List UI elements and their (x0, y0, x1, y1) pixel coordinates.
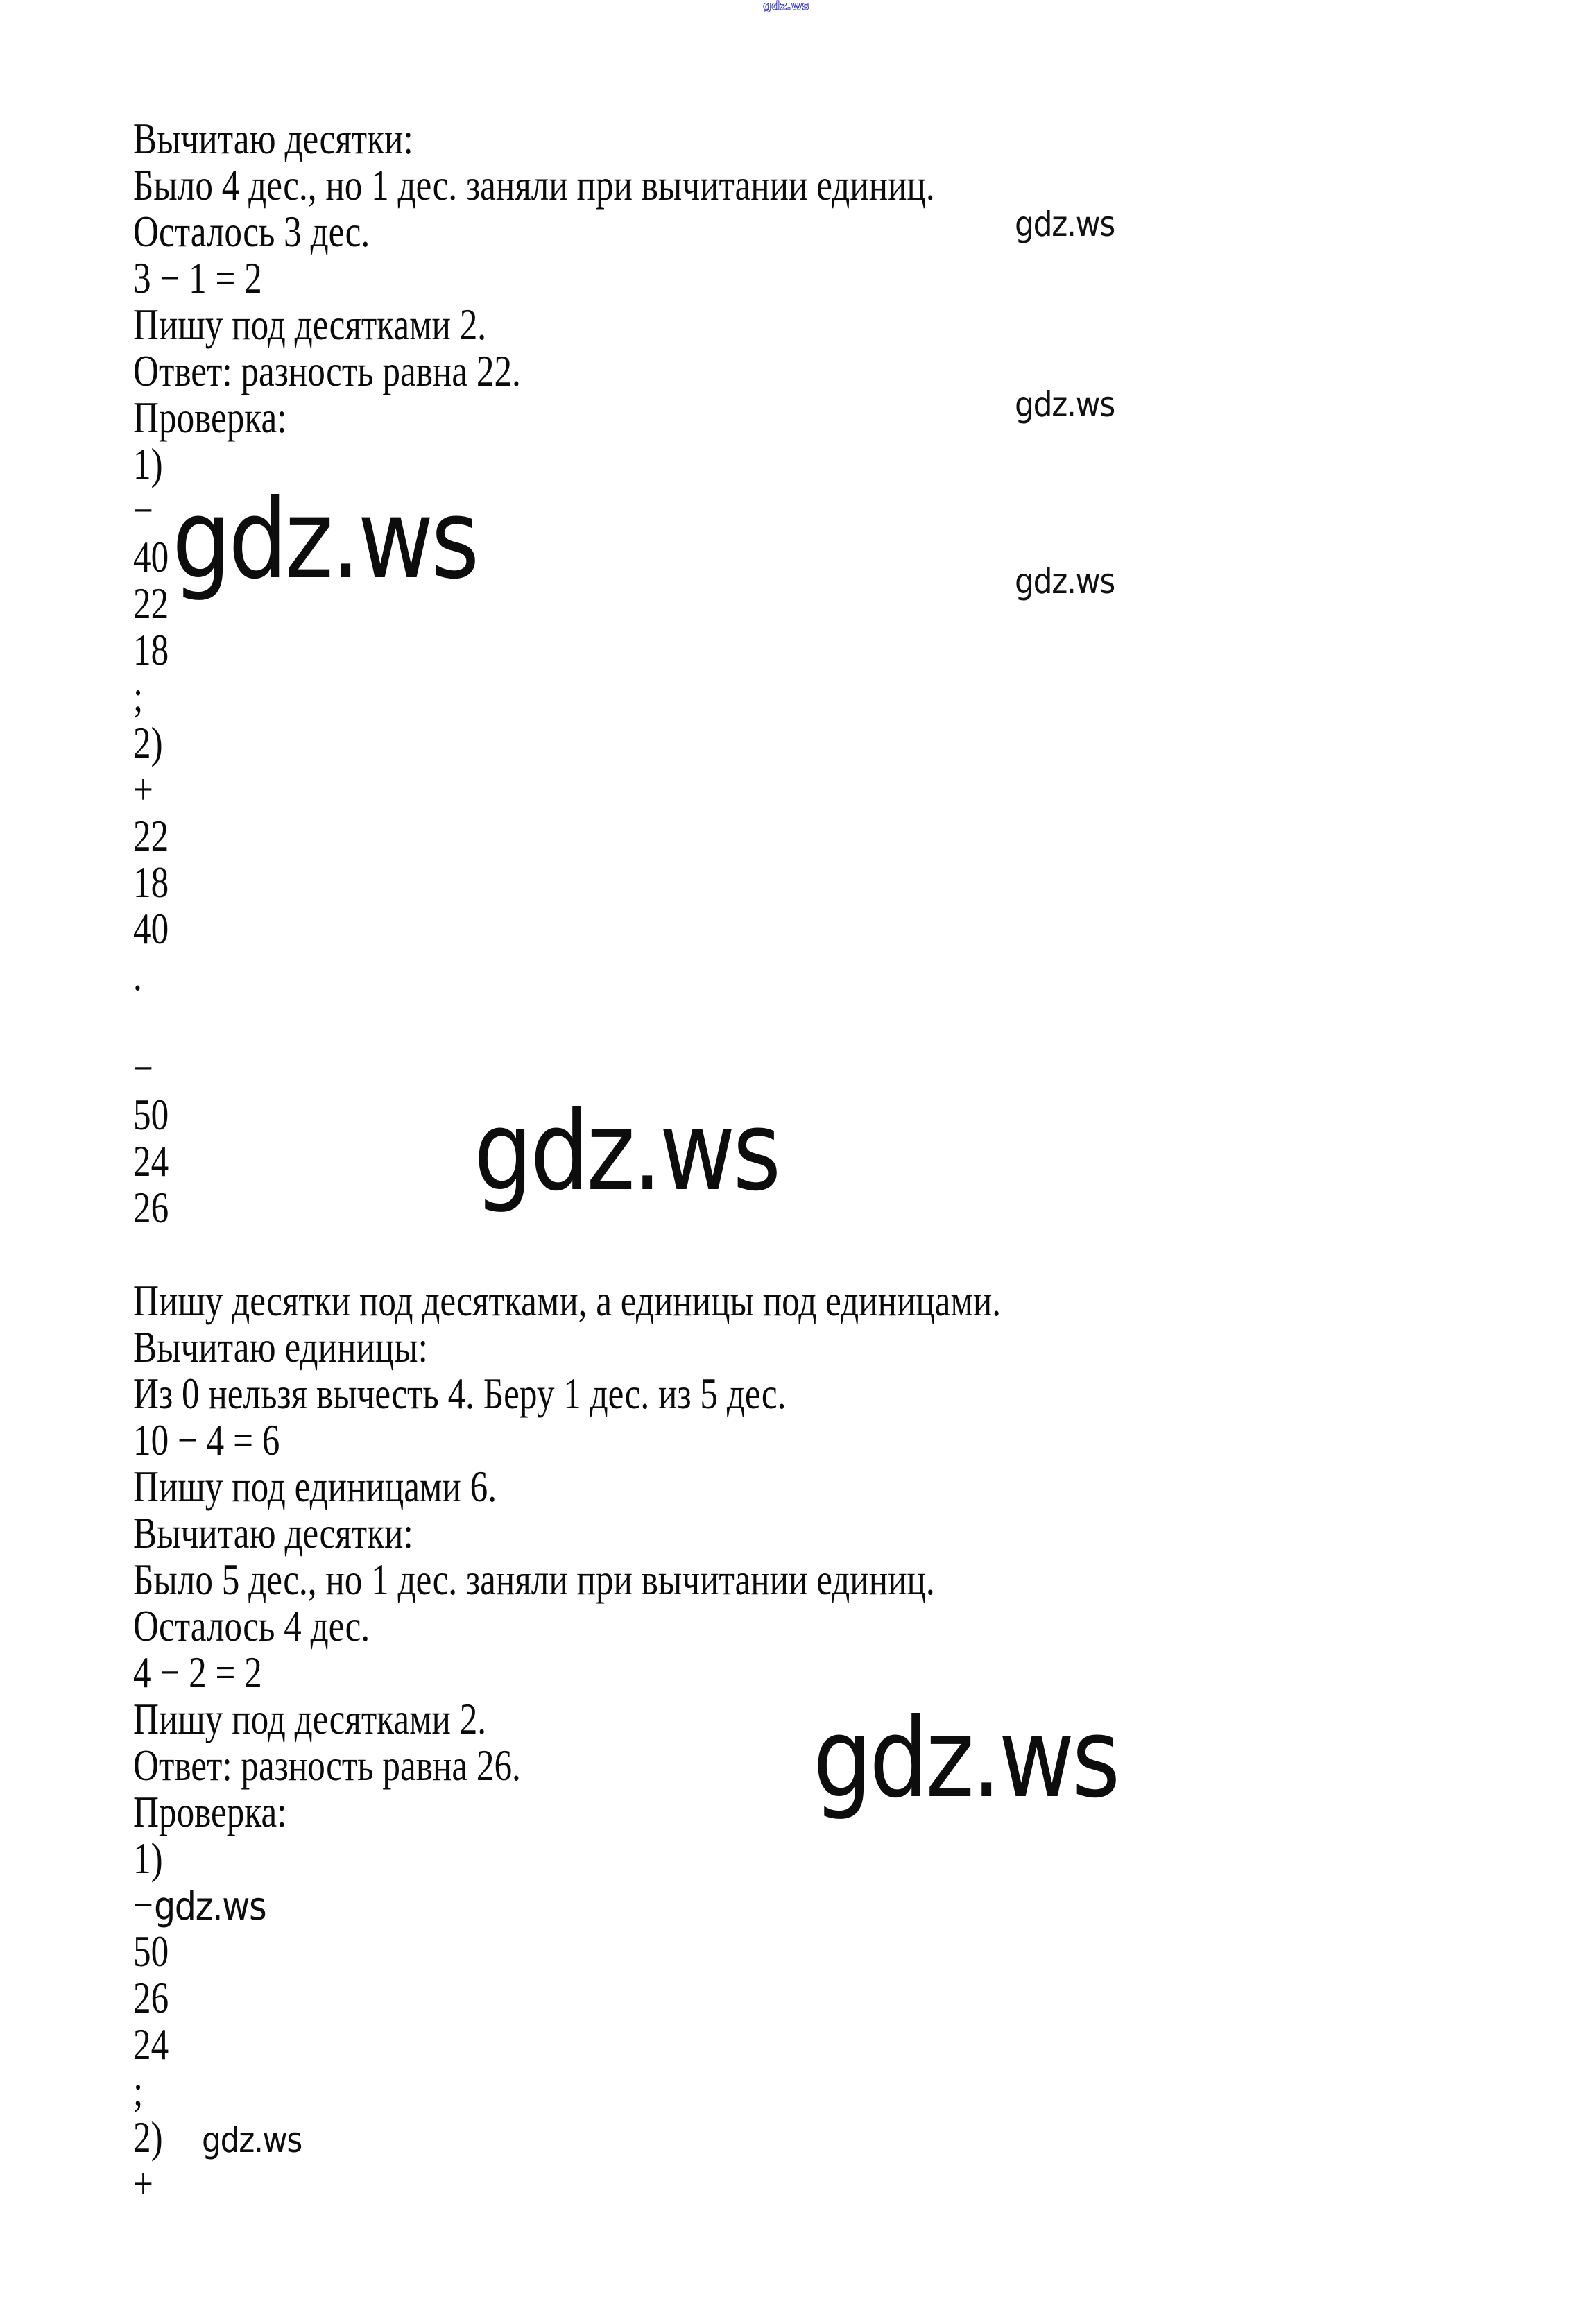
text-line (133, 1835, 170, 1881)
text-line (133, 1649, 294, 1695)
right-watermark-label: gdz.ws (1015, 384, 1115, 425)
text-line-content: Ответ: разность равна 26. (133, 1741, 521, 1790)
text-line (133, 952, 144, 998)
text-line (133, 301, 574, 348)
right-watermark-label: gdz.ws (1015, 561, 1115, 601)
text-line (133, 1603, 429, 1649)
text-line (133, 1742, 618, 1788)
text-line (133, 162, 1135, 208)
text-line-content: 1) (133, 439, 163, 488)
text-line (133, 115, 483, 162)
text-line (133, 487, 158, 533)
text-line-content: Проверка: (133, 393, 287, 442)
text-line-content: + (133, 2159, 153, 2208)
large-watermark: gdz.ws (474, 1088, 779, 1215)
text-line-content: 50 (133, 1090, 169, 1139)
text-line-content: 26 (133, 1973, 169, 2022)
text-line (133, 348, 618, 394)
text-line (133, 626, 178, 673)
text-line (133, 1510, 483, 1556)
text-line-content: Проверка: (133, 1787, 287, 1836)
text-line (133, 1695, 574, 1742)
text-line (133, 208, 429, 255)
text-line-content: Пишу десятки под десятками, а единицы под единицами. (133, 1276, 1002, 1325)
text-line (133, 1417, 316, 1463)
text-line-content: Из 0 нельзя вычесть 4. Беру 1 дес. из 5 дес. (133, 1369, 787, 1418)
text-line-content: ; (133, 2066, 144, 2115)
text-line-content: − (133, 486, 153, 535)
inline-watermark: gdz.ws (154, 1884, 266, 1929)
top-outline-watermark: gdz.ws (763, 0, 809, 13)
text-line-content: 24 (133, 2019, 169, 2069)
text-line (133, 2114, 316, 2160)
text-line (133, 1463, 587, 1510)
text-line (133, 1138, 178, 1184)
text-line-content: 2) (133, 718, 163, 767)
large-watermark: gdz.ws (172, 476, 477, 604)
text-line (133, 905, 178, 952)
inline-watermark: gdz.ws (202, 2120, 302, 2160)
text-line (133, 1184, 178, 1231)
text-line (133, 1928, 178, 1974)
text-line (133, 812, 178, 859)
text-line (133, 580, 178, 626)
text-line-content: 26 (133, 1183, 169, 1232)
text-line (133, 673, 146, 719)
text-line (133, 1370, 950, 1417)
text-line (133, 1091, 178, 1138)
text-line (133, 1277, 1218, 1324)
text-line-content: 3 − 1 = 2 (133, 253, 262, 302)
large-watermark: gdz.ws (813, 1695, 1118, 1822)
text-line (133, 2021, 178, 2067)
text-line-content: 24 (133, 1136, 169, 1186)
text-line-content: Вычитаю десятки: (133, 114, 413, 163)
right-watermark-label: gdz.ws (1015, 204, 1115, 244)
text-line-content: Осталось 3 дес. (133, 207, 370, 256)
text-line-content: 4 − 2 = 2 (133, 1648, 262, 1697)
text-line (133, 1974, 178, 2021)
text-line-content: 1) (133, 1834, 163, 1883)
text-line-content: 22 (133, 811, 169, 860)
text-line-content: 40 (133, 532, 169, 581)
text-line-content: 2) (133, 2112, 163, 2162)
text-line (133, 766, 158, 812)
text-line-content: Было 5 дес., но 1 дес. заняли при вычитании единиц. (133, 1555, 935, 1604)
text-line-content: Вычитаю единицы: (133, 1322, 428, 1372)
text-line (133, 859, 178, 905)
text-line (133, 1881, 281, 1928)
text-line (133, 441, 170, 487)
text-line-content: 40 (133, 904, 169, 953)
text-line (133, 394, 325, 441)
text-line-content: Ответ: разность равна 22. (133, 346, 521, 395)
text-line (133, 1324, 501, 1370)
text-line-content: 22 (133, 579, 169, 628)
text-line (133, 533, 178, 580)
text-line-content: Было 4 дес., но 1 дес. заняли при вычитании единиц. (133, 160, 935, 210)
text-line (133, 1788, 325, 1835)
text-line-content: 50 (133, 1926, 169, 1976)
text-line (133, 1045, 158, 1091)
text-line-content: 18 (133, 625, 169, 674)
text-line-content: − (133, 1043, 153, 1093)
text-line-content: Пишу под единицами 6. (133, 1462, 497, 1511)
text-line-content: − (133, 1880, 153, 1929)
text-line-content: Осталось 4 дес. (133, 1601, 370, 1650)
text-line (133, 2160, 158, 2207)
text-line-content: ; (133, 672, 144, 721)
text-line-content: 10 − 4 = 6 (133, 1415, 280, 1464)
text-line-content: Вычитаю десятки: (133, 1508, 413, 1557)
text-line-content: Пишу под десятками 2. (133, 1694, 487, 1743)
text-line-content: + (133, 764, 153, 814)
text-line (133, 1556, 1135, 1603)
text-line-content: 18 (133, 857, 169, 907)
text-line-content: Пишу под десятками 2. (133, 300, 487, 349)
text-line-content: . (133, 950, 142, 1000)
text-line (133, 719, 170, 766)
text-line (133, 2067, 146, 2114)
text-line (133, 255, 294, 301)
